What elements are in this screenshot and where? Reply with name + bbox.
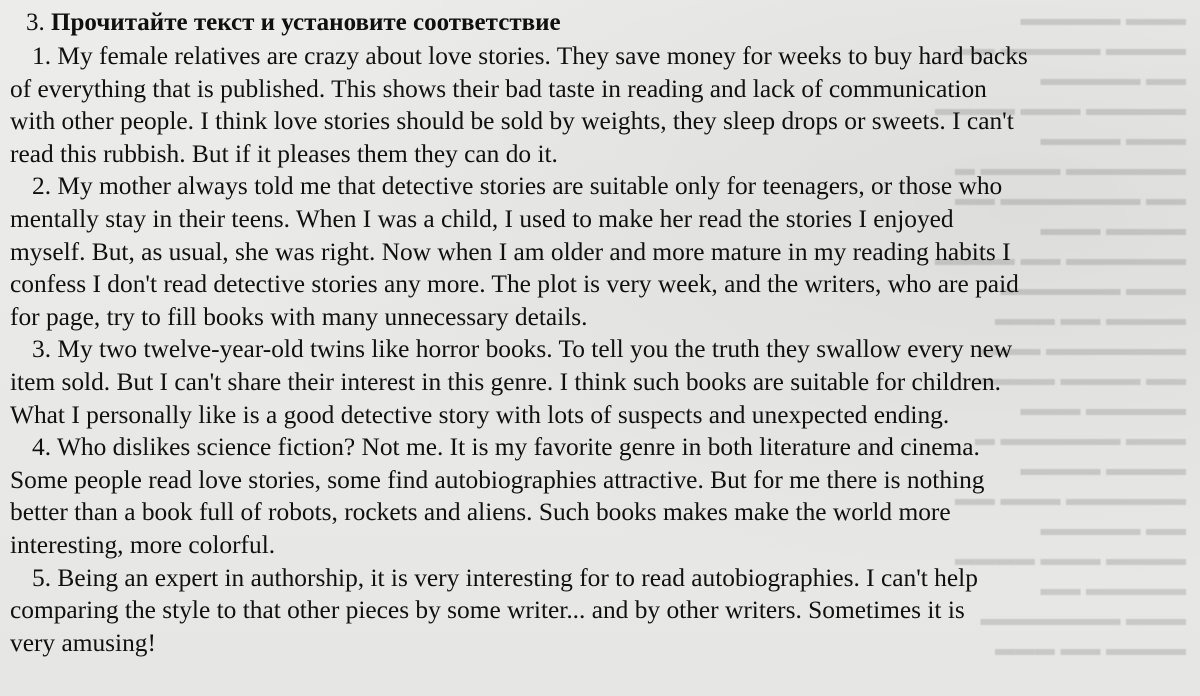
- exercise: [10, 6, 1192, 659]
- paragraph-line: 5. Being an expert in authorship, it is very interesting for to read autobiographies. I can't help: [32, 563, 978, 592]
- paragraph-line: Some people read love stories, some find autobiographies attractive. But for me there is nothing: [10, 465, 985, 494]
- paragraph-line: confess I don't read detective stories any more. The plot is very week, and the writers, who are paid: [10, 270, 1019, 299]
- paragraph-line: read this rubbish. But if it pleases them they can do it.: [10, 139, 558, 168]
- paragraph-line: 4. Who dislikes science fiction? Not me. It is my favorite genre in both literature and cinema.: [32, 433, 980, 462]
- paragraph-1: [10, 40, 1192, 170]
- paragraph-line: with other people. I think love stories should be sold by weights, they sleep drops or sweets. I can't: [10, 107, 1014, 136]
- exercise-title: Прочитайте текст и установите соответствие: [51, 9, 561, 36]
- bleed-through-text: ▬▬▬ ▬▬▬▬▬ ▬▬▬▬ ▬▬▬▬▬ ▬▬ ▬▬ ▬▬▬▬▬ ▬▬▬▬▬ ▬▬▬ ▬▬▬▬ ▬▬▬ ▬▬▬▬ ▬▬▬▬▬▬ ▬▬▬▬ ▬ ▬▬ ▬▬▬▬▬▬▬ ▬▬ ▬▬▬▬ ▬▬▬ ▬▬▬▬▬▬ ▬▬ ▬▬▬▬ ▬▬▬ ▬▬▬▬▬▬ ▬▬▬▬ ▬▬ ▬▬▬ ▬▬▬▬▬▬▬ ▬▬▬ ▬▬ ▬▬▬▬ ▬▬▬▬ ▬▬▬▬▬ ▬▬▬ ▬▬▬ ▬▬▬▬▬▬ ▬ ▬▬▬▬ ▬▬▬▬ ▬▬▬▬▬▬ ▬▬▬ ▬▬ ▬▬ ▬▬▬▬▬ ▬▬▬▬ ▬▬▬ ▬▬▬▬ ▬▬▬▬▬ ▬▬ ▬▬▬ ▬▬▬▬▬▬▬ ▬▬▬▬ ▬▬ ▬▬▬: [934, 8, 1186, 660]
- paragraph-line: myself. But, as usual, she was right. Now when I am older and more mature in my reading habits I: [10, 237, 1011, 266]
- paragraph-line: for page, try to fill books with many unnecessary details.: [10, 302, 588, 331]
- paragraph-line: 2. My mother always told me that detective stories are suitable only for teenagers, or those who: [32, 172, 1003, 201]
- paragraph-line: item sold. But I can't share their interest in this genre. I think such books are suitable for children.: [10, 367, 1002, 396]
- paragraph-2: [10, 170, 1192, 333]
- paragraph-5: [10, 562, 1192, 660]
- paragraph-3: [10, 333, 1192, 431]
- paragraph-line: What I personally like is a good detective story with lots of suspects and unexpected ending.: [10, 400, 950, 429]
- exercise-heading: [10, 6, 1192, 40]
- paragraph-4: [10, 431, 1192, 561]
- exercise-number: 3.: [26, 9, 45, 36]
- paragraph-line: of everything that is published. This shows their bad taste in reading and lack of communication: [10, 74, 987, 103]
- paragraph-line: interesting, more colorful.: [10, 530, 276, 559]
- paragraph-line: mentally stay in their teens. When I was a child, I used to make her read the stories I enjoyed: [10, 204, 954, 233]
- paragraph-line: better than a book full of robots, rockets and aliens. Such books makes make the world more: [10, 498, 951, 527]
- paragraph-line: very amusing!: [10, 628, 156, 657]
- paragraph-line: 1. My female relatives are crazy about love stories. They save money for weeks to buy hard backs: [32, 42, 1028, 70]
- paragraph-line: 3. My two twelve-year-old twins like horror books. To tell you the truth they swallow every new: [32, 335, 1013, 364]
- paragraph-line: comparing the style to that other pieces by some writer... and by other writers. Sometimes it is: [10, 596, 965, 625]
